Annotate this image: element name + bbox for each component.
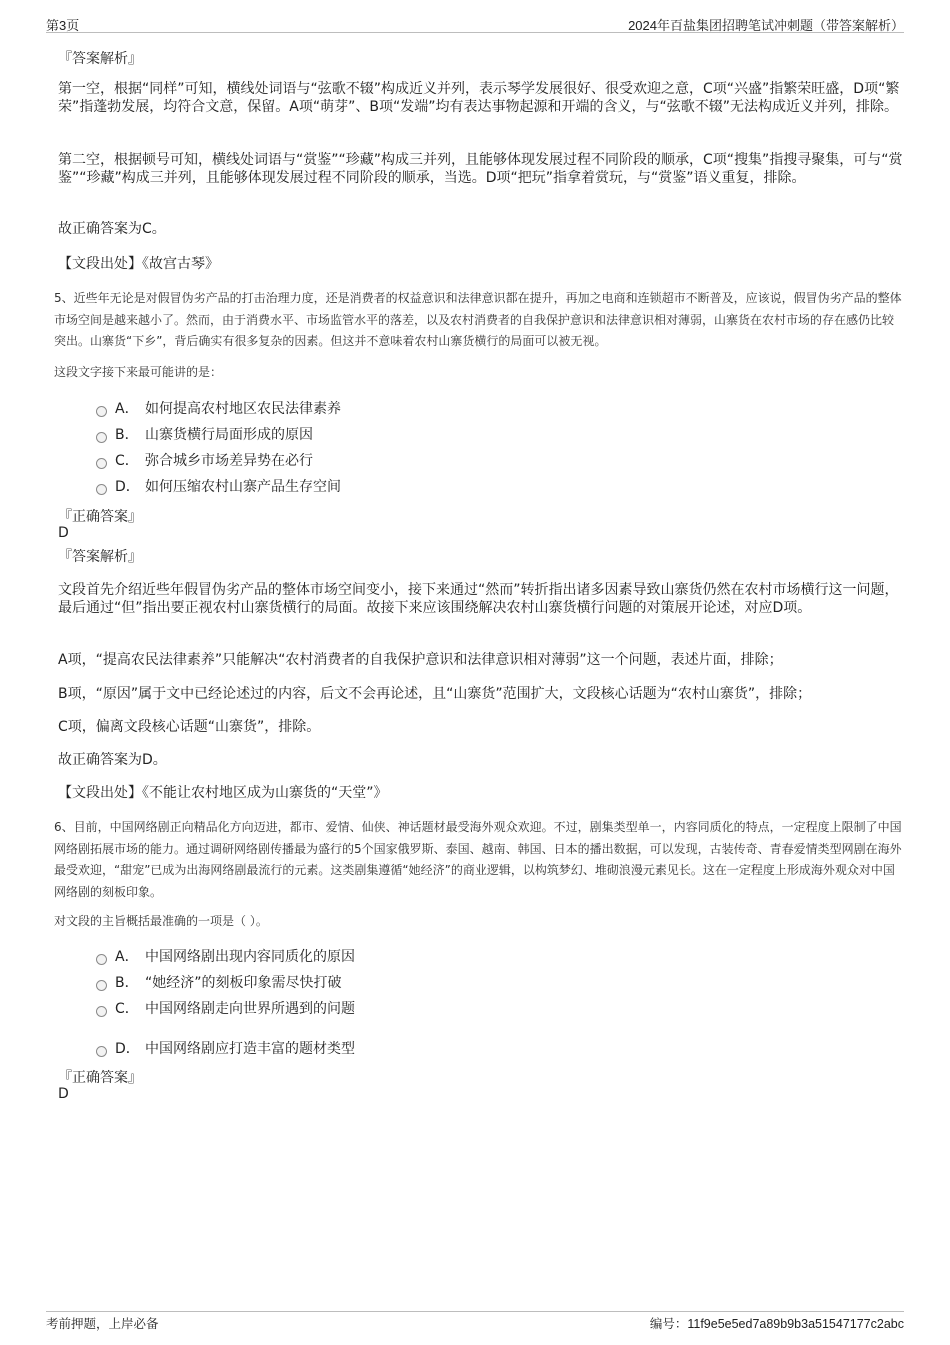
option-letter: A． bbox=[115, 949, 139, 965]
analysis-paragraph: 第二空，根据顿号可知，横线处词语与“赏鉴”“珍藏”构成三并列，且能够体现发展过程不同阶段的顺承，C项“搜集”指搜寻聚集，可与“赏鉴”“珍藏”构成三并列，且能够体现发展过程不同阶段的顺承，当选。D项“把玩”指拿着赏玩，与“赏鉴”语义重复，排除。 bbox=[58, 152, 903, 186]
option-text: 山寨货横行局面形成的原因 bbox=[145, 427, 313, 443]
option-text: 弥合城乡市场差异势在必行 bbox=[145, 453, 313, 469]
question-stem: 6、目前，中国网络剧正向精品化方向迈进，都市、爱情、仙侠、神话题材最受海外观众欢迎。不过，剧集类型单一，内容同质化的特点，一定程度上限制了中国网络剧拓展市场的能力。通过调研网络剧传播最为盛行的5个国家俄罗斯、泰国、越南、韩国、日本的播出数据，可以发现，古装传奇、青春爱情类型网剧在海外最受欢迎，“甜宠”已成为出海网络剧最流行的元素。这类剧集遵循“她经济”的商业逻辑，以构筑梦幻、堆砌浪漫元素见长。这在一定程度上形成海外观众对中国网络剧的刻板印象。 bbox=[54, 820, 902, 899]
source-citation: 【文段出处】《故宫古琴》 bbox=[58, 256, 219, 272]
radio-icon[interactable] bbox=[96, 458, 107, 469]
page-header bbox=[46, 14, 904, 33]
page-number: 第3页 bbox=[46, 18, 80, 33]
radio-icon[interactable] bbox=[96, 484, 107, 495]
correct-answer-label: 『正确答案』 bbox=[58, 1070, 142, 1086]
option-letter: A． bbox=[115, 401, 139, 417]
option-text: 如何提高农村地区农民法律素养 bbox=[145, 401, 341, 417]
conclusion: 故正确答案为C。 bbox=[58, 221, 166, 237]
option-letter: B． bbox=[115, 975, 139, 991]
option-letter: B． bbox=[115, 427, 139, 443]
option-c[interactable] bbox=[96, 998, 355, 1018]
option-d[interactable] bbox=[96, 476, 341, 496]
option-d[interactable] bbox=[96, 1038, 355, 1058]
option-letter: D． bbox=[115, 1041, 140, 1057]
radio-icon[interactable] bbox=[96, 406, 107, 417]
correct-answer-label: 『正确答案』 bbox=[58, 509, 142, 525]
question-stem: 5、近些年无论是对假冒伪劣产品的打击治理力度，还是消费者的权益意识和法律意识都在提升，再加之电商和连锁超市不断普及，应该说，假冒伪劣产品的整体市场空间是越来越小了。然而，由于消费水平、市场监管水平的落差，以及农村消费者的自我保护意识和法律意识相对薄弱，山寨货在农村市场的存在感仍比较突出。山寨货“下乡”，背后确实有很多复杂的因素。但这并不意味着农村山寨货横行的局面可以被无视。 bbox=[54, 291, 902, 348]
option-text: 中国网络剧走向世界所遇到的问题 bbox=[145, 1001, 355, 1017]
question-prompt: 这段文字接下来最可能讲的是： bbox=[54, 365, 223, 379]
document-title: 2024年百盐集团招聘笔试冲刺题（带答案解析） bbox=[628, 18, 904, 33]
question-prompt: 对文段的主旨概括最准确的一项是（ ）。 bbox=[54, 914, 268, 928]
radio-icon[interactable] bbox=[96, 1006, 107, 1017]
option-a-note: A项，“提高农民法律素养”只能解决“农村消费者的自我保护意识和法律意识相对薄弱”这一个问题，表述片面，排除； bbox=[58, 652, 783, 668]
source-citation: 【文段出处】《不能让农村地区成为山寨货的“天堂”》 bbox=[58, 785, 388, 801]
serial-value: 11f9e5e5ed7a89b9b3a51547177c2abc bbox=[687, 1317, 904, 1331]
option-letter: D． bbox=[115, 479, 140, 495]
option-letter: C． bbox=[115, 1001, 139, 1017]
correct-answer: D bbox=[58, 1086, 69, 1102]
conclusion: 故正确答案为D。 bbox=[58, 752, 167, 768]
serial-label: 编号： bbox=[649, 1317, 688, 1331]
option-text: 如何压缩农村山寨产品生存空间 bbox=[145, 479, 341, 495]
option-text: 中国网络剧应打造丰富的题材类型 bbox=[145, 1041, 355, 1057]
analysis-paragraph: 第一空，根据“同样”可知，横线处词语与“弦歌不辍”构成近义并列，表示琴学发展很好、很受欢迎之意，C项“兴盛”指繁荣旺盛，D项“繁荣”指蓬勃发展，均符合文意，保留。A项“萌芽”、B项“发端”均有表达事物起源和开端的含义，与“弦歌不辍”无法构成近义并列，排除。 bbox=[58, 81, 900, 115]
option-letter: C． bbox=[115, 453, 139, 469]
analysis-label: 『答案解析』 bbox=[58, 549, 142, 565]
option-text: “她经济”的刻板印象需尽快打破 bbox=[145, 975, 342, 991]
radio-icon[interactable] bbox=[96, 432, 107, 443]
page-footer bbox=[46, 1311, 904, 1331]
option-text: 中国网络剧出现内容同质化的原因 bbox=[145, 949, 355, 965]
correct-answer: D bbox=[58, 525, 69, 541]
option-a[interactable] bbox=[96, 946, 355, 966]
option-b[interactable] bbox=[96, 972, 342, 992]
option-a[interactable] bbox=[96, 398, 341, 418]
analysis-label: 『答案解析』 bbox=[58, 51, 142, 67]
option-c-note: C项，偏离文段核心话题“山寨货”，排除。 bbox=[58, 719, 321, 735]
analysis-paragraph: 文段首先介绍近些年假冒伪劣产品的整体市场空间变小，接下来通过“然而”转折指出诸多因素导致山寨货仍然在农村市场横行这一问题，最后通过“但”指出要正视农村山寨货横行的局面。故接下来应该围绕解决农村山寨货横行问题的对策展开论述，对应D项。 bbox=[58, 582, 899, 616]
footer-slogan: 考前押题，上岸必备 bbox=[46, 1317, 159, 1331]
radio-icon[interactable] bbox=[96, 1046, 107, 1057]
option-b[interactable] bbox=[96, 424, 313, 444]
radio-icon[interactable] bbox=[96, 954, 107, 965]
radio-icon[interactable] bbox=[96, 980, 107, 991]
option-c[interactable] bbox=[96, 450, 313, 470]
option-b-note: B项，“原因”属于文中已经论述过的内容，后文不会再论述，且“山寨货”范围扩大，文段核心话题为“农村山寨货”，排除； bbox=[58, 686, 812, 702]
serial-number bbox=[650, 1314, 904, 1332]
